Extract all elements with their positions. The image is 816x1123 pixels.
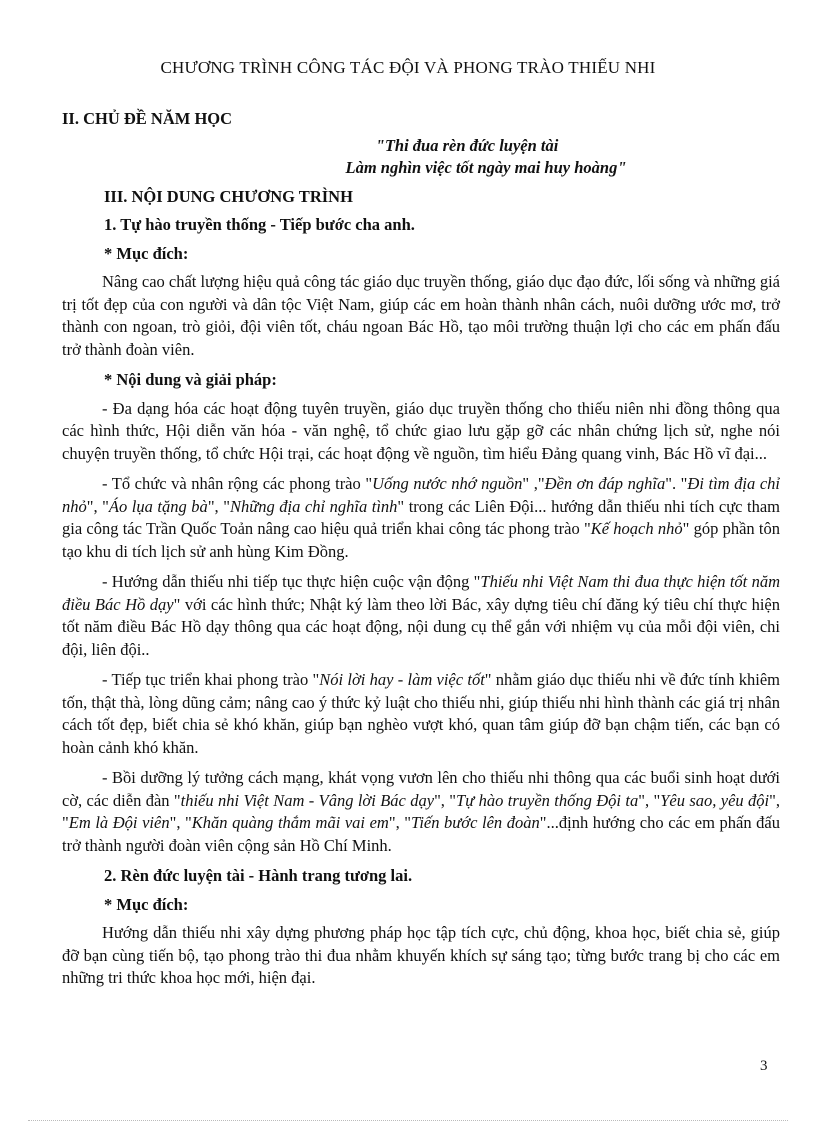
italic-run: Đi tìm địa chỉ nhỏ [62,474,780,516]
motto-line-2: Làm nghìn việc tốt ngày mai huy hoàng" [345,158,627,177]
section-2-title: II. CHỦ ĐỀ NĂM HỌC [62,109,233,128]
purpose-label-2: * Mục đích: [104,894,189,914]
text-run: ", " [638,790,661,810]
italic-run: Uống nước nhớ nguồn [372,474,523,493]
italic-run: Tự hào truyền thống Đội ta [456,790,639,810]
text-run: " góp phần tôn tạo khu di tích lịch sử anh hùng Kim Đồng. [62,519,780,561]
text-run: ", " [86,496,109,516]
italic-run: Đền ơn đáp nghĩa [544,474,666,493]
text-run: "...định hướng cho các em phấn đấu trở thành người đoàn viên cộng sản Hồ Chí Minh. [62,813,780,855]
text-run: ", " [207,496,230,516]
subsection-2-title: 2. Rèn đức luyện tài - Hành trang tương lai. [104,866,413,885]
paragraph-movements [62,473,780,563]
italic-run: Những địa chỉ nghĩa tình [229,496,398,516]
italic-run: Em là Đội viên [68,813,170,832]
document-header: CHƯƠNG TRÌNH CÔNG TÁC ĐỘI VÀ PHONG TRÀO THIẾU NHI [160,58,656,77]
italic-run: Khăn quàng thắm mãi vai em [191,813,389,832]
document-body [62,108,780,998]
text-run: ", " [388,813,412,832]
page-bottom-divider [28,1120,788,1121]
paragraph-ideals [62,767,780,857]
italic-run: thiếu nhi Việt Nam - Vâng lời Bác dạy [180,790,435,810]
purpose-label-1: * Mục đích: [104,243,189,263]
purpose-text-2: Hướng dẫn thiếu nhi xây dựng phương pháp học tập tích cực, chủ động, khoa học, biết chia sẻ, giúp đỡ bạn cùng tiến bộ, tạo phong trào thi đua nhằm khuyến khích sự sáng tạo; từng bước trang bị cho các em những tri thức khoa học mới, hiện đại. [62,923,780,987]
text-run: " ," [522,474,545,493]
text-run: " trong các Liên Đội... hướng dẫn thiếu nhi tích cực tham gia công tác Trần Quốc Toản nâng cao hiệu quả triển khai công tác phong trào " [62,496,781,538]
content-solution-label: * Nội dung và giải pháp: [104,370,277,389]
page-number: 3 [760,1058,768,1074]
text-run: - Bồi dưỡng lý tưởng cách mạng, khát vọng vươn lên cho thiếu nhi thông qua các buổi sinh hoạt dưới cờ, các diễn đàn " [62,768,780,810]
motto-line-1: "Thi đua rèn đức luyện tài [375,135,559,155]
subsection-1-title: 1. Tự hào truyền thống - Tiếp bước cha anh. [104,215,415,234]
text-run: - Tiếp tục triển khai phong trào " [102,670,320,689]
paragraph-campaign [62,571,780,661]
text-run: ", " [434,790,457,810]
text-run: ", " [169,813,192,832]
italic-run: Tiến bước lên đoàn [411,813,540,832]
text-run: ", " [62,790,780,832]
italic-run: Kế hoạch nhỏ [590,519,683,538]
italic-run: Yêu sao, yêu đội [660,790,770,810]
purpose-text-1: Nâng cao chất lượng hiệu quả công tác giáo dục truyền thống, giáo dục đạo đức, lối sống và những giá trị tốt đẹp của con người và dân tộc Việt Nam, giúp các em hoàn thành nhân cách, nuôi dưỡng ước mơ, trở thành con ngoan, trò giỏi, đội viên tốt, cháu ngoan Bác Hồ, tạo môi trường thuận lợi cho các em phấn đấu trở thành đoàn viên. [62,272,780,359]
text-run: ". " [665,474,688,493]
italic-run: Thiếu nhi Việt Nam thi đua thực hiện tốt năm điều Bác Hồ dạy [62,572,780,614]
text-run: " nhằm giáo dục thiếu nhi về đức tính khiêm tốn, thật thà, lòng dũng cảm; nâng cao ý thức kỷ luật cho thiếu nhi, giúp thiếu nhi hình thành các giá trị nhân cách tốt đẹp, biết chia sẻ khó khăn, giúp bạn nghèo vượt khó, quan tâm giúp đỡ bạn chậm tiến, các bạn có hoàn cảnh khó khăn. [62,670,780,757]
paragraph-propaganda: - Đa dạng hóa các hoạt động tuyên truyền, giáo dục truyền thống cho thiếu niên nhi đồng thông qua các hình thức, Hội diễn văn hóa - văn nghệ, tổ chức giao lưu gặp gỡ các nhân chứng lịch sử, nghe nói chuyện truyền thống, tổ chức Hội trại, các hoạt động về nguồn, tìm hiểu Đảng quang vinh, Bác Hồ vĩ đại... [62,398,780,463]
text-run: - Hướng dẫn thiếu nhi tiếp tục thực hiện cuộc vận động " [102,572,481,591]
paragraph-good-words [62,669,780,759]
text-run: - Tổ chức và nhân rộng các phong trào " [102,474,373,493]
text-run: " với các hình thức; Nhật ký làm theo lời Bác, xây dựng tiêu chí đăng ký tiêu chí thực hiện tốt năm điều Bác Hồ dạy thông qua các hoạt động, nội dung cụ thể gắn với nhiệm vụ của mỗi đội viên, chi đội, liên đội.. [62,594,780,659]
italic-run: Nói lời hay - làm việc tốt [319,670,485,689]
italic-run: Áo lụa tặng bà [108,496,208,516]
section-3-title: III. NỘI DUNG CHƯƠNG TRÌNH [104,186,353,206]
